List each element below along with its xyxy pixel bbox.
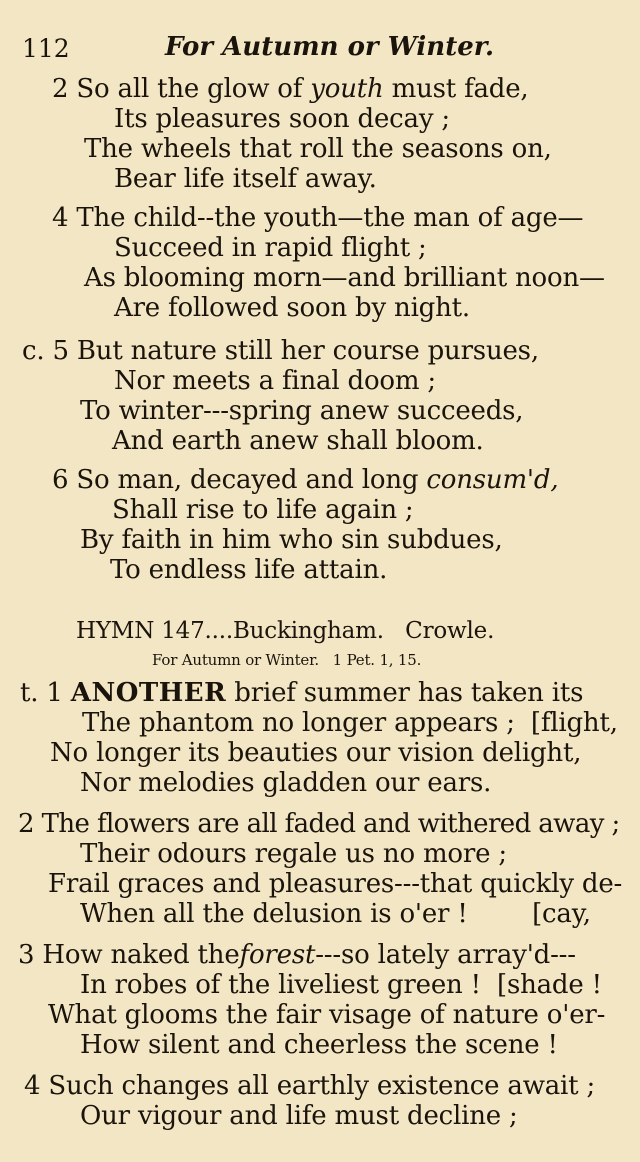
verse-line: c. 5 But nature still her course pursues,: [22, 336, 539, 366]
verse-line: Shall rise to life again ;: [112, 495, 414, 525]
verse-line: t. 1 ANOTHER brief summer has taken its: [20, 678, 584, 708]
verse-line: Nor meets a final doom ;: [114, 366, 436, 396]
verse-line: Nor melodies gladden our ears.: [80, 768, 492, 798]
verse-line: To endless life attain.: [110, 555, 388, 585]
verse-line: 6 So man, decayed and long consum'd,: [52, 465, 559, 495]
verse-line: 2 The flowers are all faded and withered away ;: [18, 809, 620, 839]
verse-line: How silent and cheerless the scene !: [80, 1030, 558, 1060]
verse-line: No longer its beauties our vision delight,: [50, 738, 582, 768]
verse-line: And earth anew shall bloom.: [112, 426, 484, 456]
verse-line: To winter---spring anew succeeds,: [80, 396, 524, 426]
verse-line: Succeed in rapid flight ;: [114, 233, 427, 263]
verse-line: Its pleasures soon decay ;: [114, 104, 450, 134]
verse-line: Their odours regale us no more ;: [80, 839, 507, 869]
verse-line: What glooms the fair visage of nature o'er-: [48, 1000, 606, 1030]
verse-line: The wheels that roll the seasons on,: [84, 134, 552, 164]
verse-line: Frail graces and pleasures---that quickly de-: [48, 869, 623, 899]
verse-line: 2 So all the glow of youth must fade,: [52, 74, 529, 104]
running-title: For Autumn or Winter.: [165, 32, 495, 62]
verse-line: When all the delusion is o'er ! [cay,: [80, 899, 591, 929]
verse-line: By faith in him who sin subdues,: [80, 525, 503, 555]
verse-line: Are followed soon by night.: [114, 293, 470, 323]
verse-line: 3 How naked theforest---so lately array'd---: [18, 940, 576, 970]
verse-line: 4 The child--the youth—the man of age—: [52, 203, 584, 233]
hymn-subheading: For Autumn or Winter. 1 Pet. 1, 15.: [152, 651, 422, 669]
hymn-heading: HYMN 147....Buckingham. Crowle.: [76, 618, 495, 644]
verse-line: Bear life itself away.: [114, 164, 377, 194]
verse-line: In robes of the liveliest green ! [shade !: [80, 970, 602, 1000]
verse-line: The phantom no longer appears ; [flight,: [82, 708, 618, 738]
verse-line: 4 Such changes all earthly existence await ;: [24, 1071, 596, 1101]
page-number: 112: [22, 34, 70, 63]
verse-line: Our vigour and life must decline ;: [80, 1101, 518, 1131]
verse-line: As blooming morn—and brilliant noon—: [84, 263, 605, 293]
